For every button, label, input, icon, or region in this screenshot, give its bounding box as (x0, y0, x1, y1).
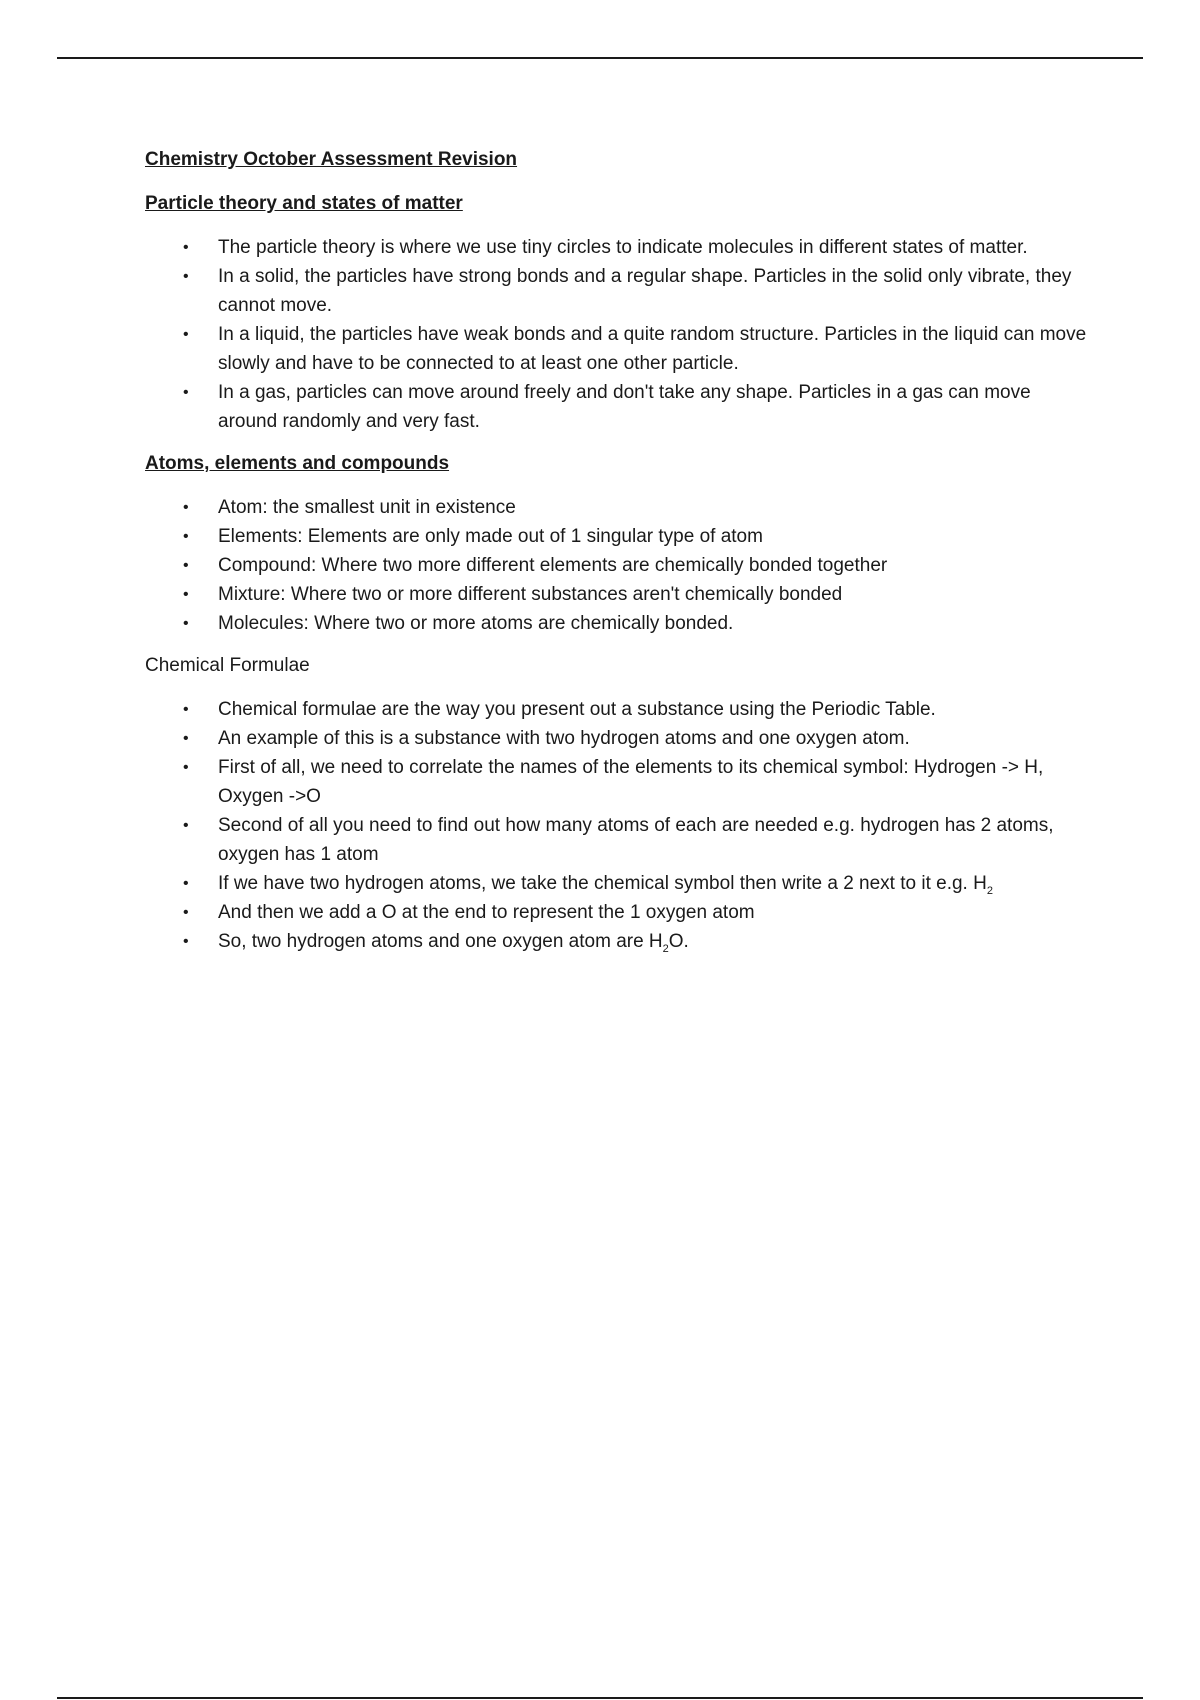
bullet-icon: • (183, 701, 189, 718)
chemical-formulae-list (145, 695, 1090, 956)
bullet-icon: • (183, 759, 189, 776)
list-item (145, 869, 1090, 898)
list-item-text: In a liquid, the particles have weak bonds and a quite random structure. Particles in the liquid can move slowly and have to be connected to at least one other particle. (218, 324, 1087, 374)
list-item-text: And then we add a O at the end to represent the 1 oxygen atom (218, 902, 755, 923)
footer-rule (57, 1697, 1143, 1699)
particle-theory-list (145, 233, 1090, 436)
list-item (145, 233, 1090, 262)
list-item-text: Chemical formulae are the way you present out a substance using the Periodic Table. (218, 699, 936, 720)
bullet-icon: • (183, 817, 189, 834)
list-item (145, 898, 1090, 927)
list-item (145, 320, 1090, 378)
list-item-text-suffix: O. (668, 931, 689, 952)
bullet-icon: • (183, 615, 189, 632)
bullet-icon: • (183, 730, 189, 747)
section-heading-particle-theory: Particle theory and states of matter (145, 193, 463, 214)
list-item-text: Atom: the smallest unit in existence (218, 497, 516, 518)
atoms-list (145, 493, 1090, 638)
list-item (145, 609, 1090, 638)
bullet-icon: • (183, 239, 189, 256)
subscript: 2 (662, 942, 669, 955)
document-title: Chemistry October Assessment Revision (145, 149, 518, 170)
list-item (145, 580, 1090, 609)
list-item-text: So, two hydrogen atoms and one oxygen atom are H (218, 931, 663, 952)
bullet-icon: • (183, 557, 189, 574)
list-item-text: In a solid, the particles have strong bonds and a regular shape. Particles in the solid only vibrate, they cannot move. (218, 266, 1072, 316)
bullet-icon: • (183, 384, 189, 401)
bullet-icon: • (183, 586, 189, 603)
list-item-text: An example of this is a substance with two hydrogen atoms and one oxygen atom. (218, 728, 910, 749)
list-item (145, 927, 1090, 956)
list-item (145, 695, 1090, 724)
list-item-text: Compound: Where two more different elements are chemically bonded together (218, 555, 888, 576)
header-rule (57, 57, 1143, 59)
bullet-icon: • (183, 326, 189, 343)
list-item-text: First of all, we need to correlate the names of the elements to its chemical symbol: Hydrogen -> H, Oxygen ->O (218, 757, 1044, 807)
bullet-icon: • (183, 933, 189, 950)
list-item (145, 724, 1090, 753)
list-item-text: Second of all you need to find out how many atoms of each are needed e.g. hydrogen has 2 atoms, oxygen has 1 atom (218, 815, 1054, 865)
bullet-icon: • (183, 528, 189, 545)
list-item-text: Molecules: Where two or more atoms are chemically bonded. (218, 613, 734, 634)
bullet-icon: • (183, 904, 189, 921)
list-item (145, 522, 1090, 551)
section-heading-atoms: Atoms, elements and compounds (145, 453, 450, 474)
bullet-icon: • (183, 875, 189, 892)
list-item (145, 753, 1090, 811)
list-item (145, 811, 1090, 869)
list-item-text: The particle theory is where we use tiny circles to indicate molecules in different states of matter. (218, 237, 1028, 258)
list-item-text: Elements: Elements are only made out of 1 singular type of atom (218, 526, 763, 547)
document-body (145, 145, 1090, 969)
list-item (145, 551, 1090, 580)
list-item-text: If we have two hydrogen atoms, we take the chemical symbol then write a 2 next to it e.g. H (218, 873, 987, 894)
list-item (145, 378, 1090, 436)
bullet-icon: • (183, 499, 189, 516)
list-item (145, 493, 1090, 522)
bullet-icon: • (183, 268, 189, 285)
subscript: 2 (986, 884, 993, 897)
list-item (145, 262, 1090, 320)
section-heading-chemical-formulae: Chemical Formulae (145, 655, 310, 676)
list-item-text: In a gas, particles can move around freely and don't take any shape. Particles in a gas can move around randomly and very fast. (218, 382, 1031, 432)
list-item-text: Mixture: Where two or more different substances aren't chemically bonded (218, 584, 843, 605)
